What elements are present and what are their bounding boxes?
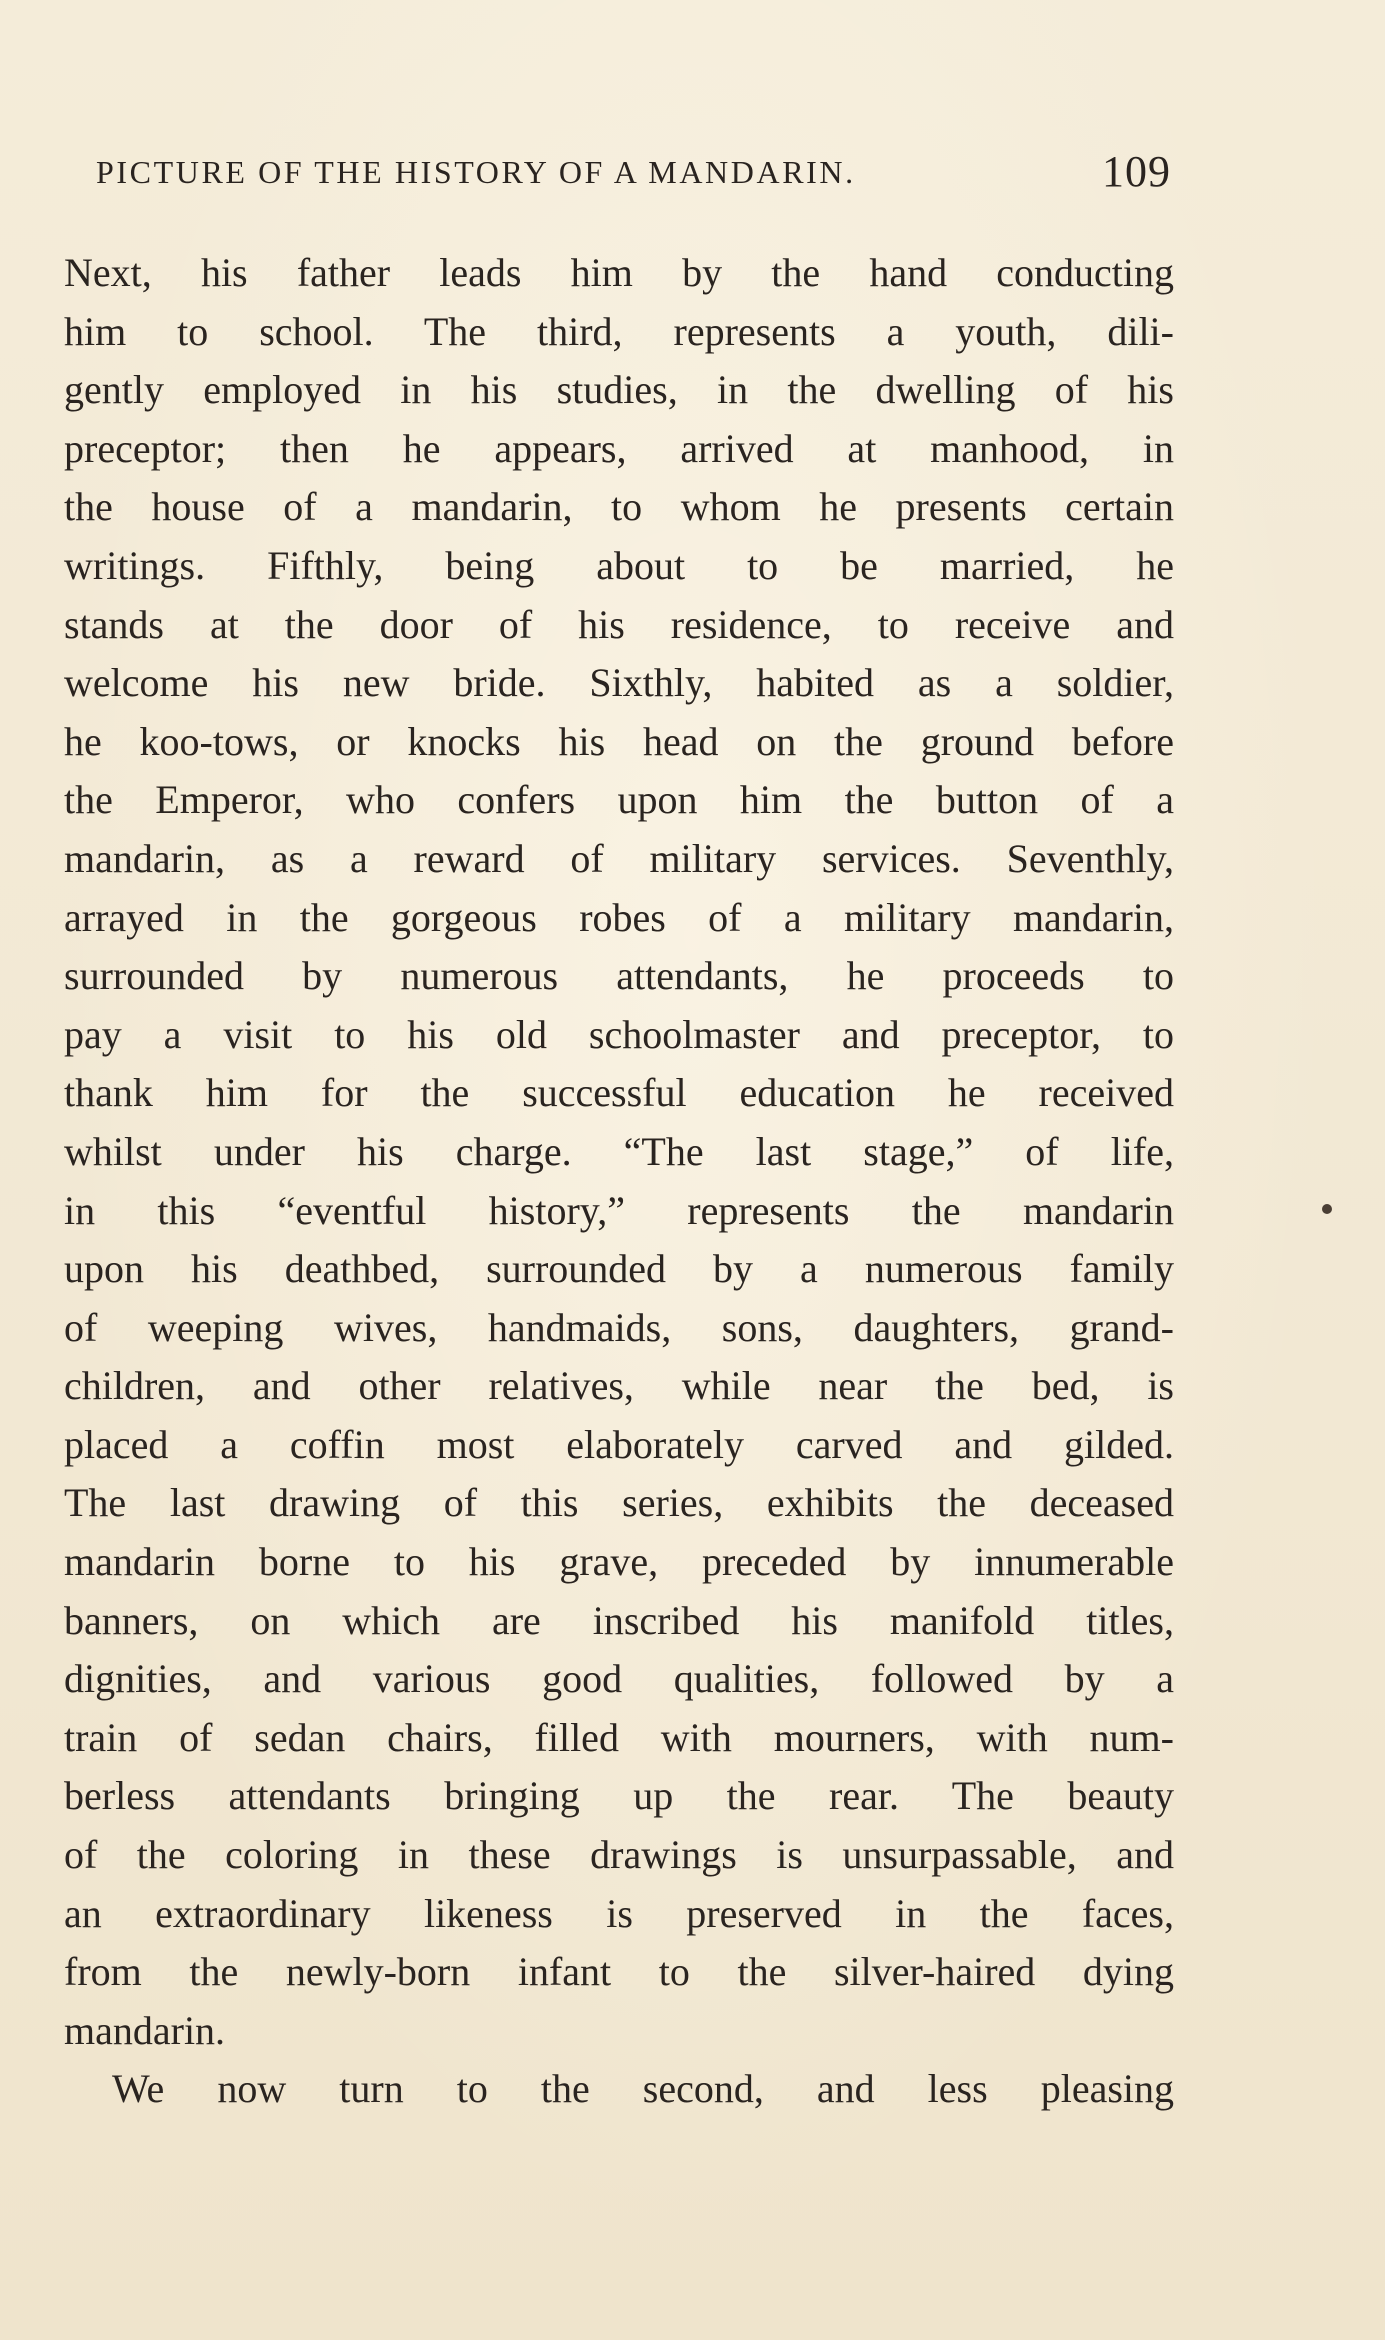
running-head [96, 147, 1171, 204]
text-line: the Emperor, who confers upon him the button of a [64, 777, 1174, 823]
text-line: Next, his father leads him by the hand conducting [64, 250, 1174, 295]
text-line: writings. Fifthly, being about to be married, he [64, 542, 1174, 588]
text-line: banners, on which are inscribed his manifold titles, [64, 1597, 1174, 1643]
text-line: pay a visit to his old schoolmaster and preceptor, to [64, 1011, 1174, 1057]
text-line: he koo-tows, or knocks his head on the ground before [64, 718, 1174, 764]
text-line: dignities, and various good qualities, followed by a [64, 1656, 1174, 1702]
text-line: welcome his new bride. Sixthly, habited as a soldier, [64, 660, 1174, 706]
text-line: preceptor; then he appears, arrived at manhood, in [64, 425, 1174, 471]
text-line: gently employed in his studies, in the dwelling of his [64, 367, 1174, 413]
text-line: stands at the door of his residence, to receive and [64, 601, 1174, 647]
text-line: arrayed in the gorgeous robes of a military mandarin, [64, 894, 1174, 940]
text-line: berless attendants bringing up the rear. The beauty [64, 1773, 1174, 1819]
text-line: of weeping wives, handmaids, sons, daughters, grand- [64, 1304, 1174, 1350]
text-line: of the coloring in these drawings is unsurpassable, and [64, 1832, 1174, 1878]
text-line: the house of a mandarin, to whom he presents certain [64, 484, 1174, 530]
text-line: whilst under his charge. “The last stage,” of life, [64, 1128, 1174, 1174]
text-line: an extraordinary likeness is preserved in the faces, [64, 1890, 1174, 1936]
text-line: mandarin, as a reward of military services. Seventhly, [64, 835, 1174, 881]
text-line: upon his deathbed, surrounded by a numerous family [64, 1246, 1174, 1292]
page-number: 109 [1102, 147, 1171, 196]
text-line: children, and other relatives, while near the bed, is [64, 1363, 1174, 1409]
text-line: him to school. The third, represents a youth, dili- [64, 308, 1174, 354]
text-line: in this “eventful history,” represents the mandarin [64, 1187, 1174, 1233]
running-head-title: PICTURE OF THE HISTORY OF A MANDARIN. [96, 154, 856, 190]
ink-speck [1322, 1204, 1332, 1214]
paragraph-end-line: mandarin. [64, 2007, 226, 2053]
text-line: mandarin borne to his grave, preceded by innumerable [64, 1539, 1174, 1585]
text-line: thank him for the successful education he received [64, 1070, 1174, 1116]
text-line: placed a coffin most elaborately carved and gilded. [64, 1421, 1174, 1467]
body-text [64, 244, 1174, 2119]
text-line: surrounded by numerous attendants, he proceeds to [64, 953, 1174, 999]
text-line: from the newly-born infant to the silver-haired dying [64, 1949, 1174, 1995]
text-line: The last drawing of this series, exhibits the deceased [64, 1480, 1174, 1526]
paragraph-start-line: We now turn to the second, and less pleasing [112, 2066, 1174, 2112]
text-line: train of sedan chairs, filled with mourners, with num- [64, 1714, 1174, 1760]
